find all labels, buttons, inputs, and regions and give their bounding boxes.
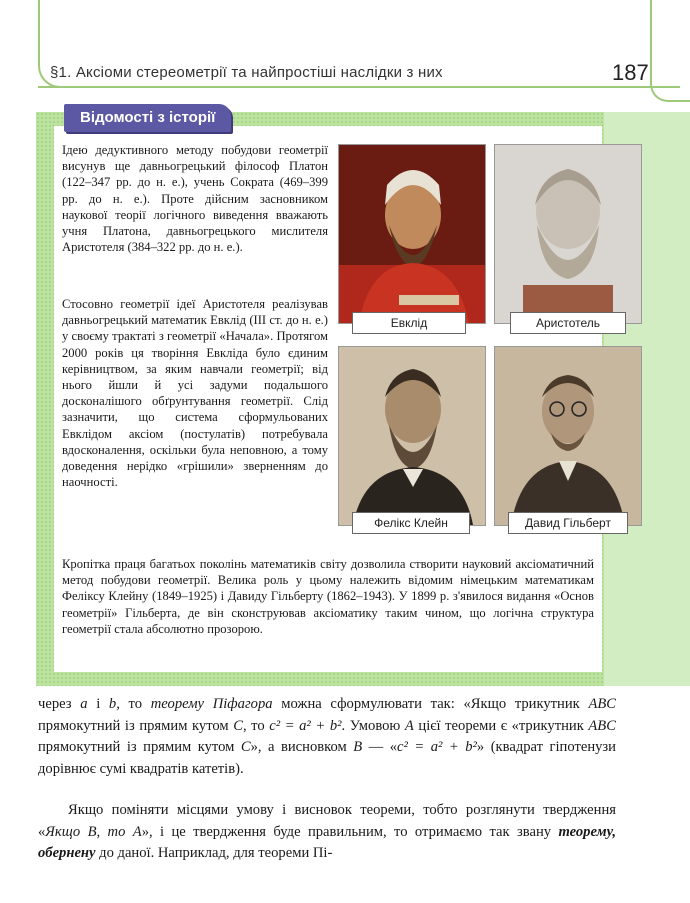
equation-1: c² = a² + b² [269,717,342,734]
portrait-hilbert [494,346,642,526]
caption-euclid: Евклід [352,312,466,334]
portrait-klein [338,346,486,526]
body-paragraph-1: через a і b, то теорему Піфагора можна сформулювати так: «Якщо трикутник ABC прямокутний із прямим кутом C, то c² = a² + b². Умовою A цієї теореми є «трикутник ABC прямокутний із прямим кутом C», а висновком B — «c² = a² + b²» (квадрат гіпотенузи дорівнює сумі квадратів катетів). [38,696,617,777]
term-pythagoras: теорему Піфагора [150,696,273,712]
body-paragraph-2: Якщо поміняти місцями умову і висновок теореми, тобто розглянути твердження «Якщо B, то A», і це твердження буде правильним, то отримаємо так звану теорему, обернену до даної. Наприклад, для теореми Пі- [38,802,616,862]
caption-aristotle: Аристотель [510,312,626,334]
history-paragraph-1: Ідею дедуктивного методу побудови геометрії висунув ще давньогрецький філософ Платон (122–347 рр. до н. е.), учень Сократа (469–399 рр. до н. е.). Проте дійсним засновником наукової теорії логічного виведення вважають учня Платона, давньогрецького мислителя Аристотеля (384–322 рр. до н. е.). [62,143,328,255]
page-number: 187 [612,60,649,85]
history-tag: Відомості з історії [64,104,231,132]
history-paragraph-2: Стосовно геометрії ідеї Аристотеля реалізував давньогрецький математик Евклід (III ст. до н. е.) у своєму трактаті з геометрії «Начала». Протягом 2000 років ця творіння Евкліда було єдиним керівництвом, за яким навчали геометрії; від нього йшли й усі задуми подальшого досконалішого обґрунтування геометрії. Слід зазначити, що система сформульованих Евклідом аксіом (постулатів) потребувала вдосконалення, оскільки була неповною, а тому доведення нерідко «грішили» зверненням до наочності. [62,297,328,490]
portrait-aristotle [494,144,642,324]
portrait-euclid [338,144,486,324]
term-converse-theorem: теорему, обернену [38,823,616,862]
caption-hilbert: Давид Гільберт [508,512,628,534]
equation-2: c² = a² + b² [397,739,477,756]
history-paragraph-3: Кропітка праця багатьох поколінь математиків світу дозволила створити науковий аксіоматичний метод побудови геометрії. Велика роль у цьому належить відомим німецьким математикам Феліксу Клейну (1849–1925) і Давиду Гільберту (1862–1943). У 1899 р. з'явилося видання «Основ геометрії» Гільберта, де він сконструював аксіоматику таким чином, що логічна структура геометрії стала абсолютно прозорою. [62,557,594,636]
header-corner [650,0,690,102]
caption-klein: Фелікс Клейн [352,512,470,534]
section-title: §1. Аксіоми стереометрії та найпростіші наслідки з них [50,64,443,81]
header-rule [38,86,650,88]
